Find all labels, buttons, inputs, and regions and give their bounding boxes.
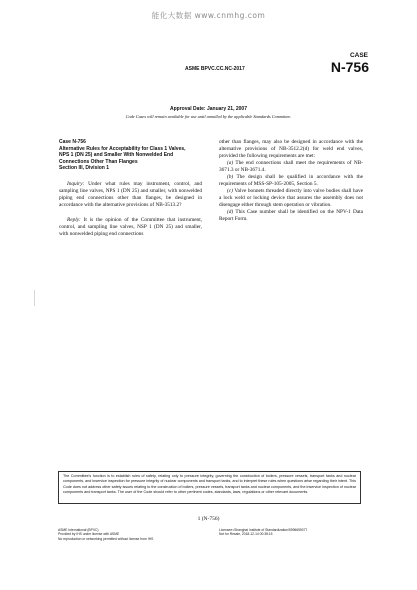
approval-date: Approval Date: January 21, 2007 bbox=[170, 106, 247, 112]
requirement-c bbox=[219, 188, 363, 209]
footer-line: ASME International (BPVC) bbox=[58, 528, 99, 532]
footer-line: Not for Resale, 2018-12-14 00:38:15 bbox=[219, 532, 273, 537]
footer-licensee bbox=[219, 528, 307, 537]
requirement-d-text: This Case number shall be identified on the NPV-1 Data Report Form. bbox=[219, 209, 363, 222]
requirement-d-label: (d) bbox=[227, 209, 234, 215]
committee-footnote: The Committee's function is to establish rules of safety, relating only to pressure integrity, governing the construction of boilers, pressure vessels, transport tanks and nuclear components, and inservice inspection for pressure integrity of nuclear components and transport tanks, and to interpret these rules when questions arise regarding their intent. This Code does not address other safety issues relating to the construction of boilers, pressure vessels, transport tanks and nuclear components, and the inservice inspection of nuclear components and transport tanks. The user of the Code should refer to other pertinent codes, standards, laws, regulations or other relevant documents. bbox=[58, 471, 361, 504]
reply-text: It is the opinion of the Committee that instrument, control, and sampling line valves, NSP 1 (DN 25) and smaller, with nonwelded piping end connections bbox=[59, 216, 202, 237]
page-number: 1 (N-756) bbox=[197, 516, 220, 522]
requirement-a bbox=[219, 160, 363, 174]
reply-label: Reply: bbox=[67, 216, 81, 223]
title-line: NPS 1 (DN 25) and Smaller With Nonwelded End bbox=[59, 152, 174, 159]
reply-paragraph bbox=[59, 217, 202, 238]
case-number: N-756 bbox=[330, 59, 369, 75]
code-id: ASME BPVC.CC.NC-2017 bbox=[185, 66, 245, 72]
case-title bbox=[59, 139, 202, 172]
left-column bbox=[59, 139, 202, 238]
requirement-d bbox=[219, 209, 363, 223]
requirement-c-label: (c) bbox=[227, 188, 233, 194]
reply-continuation: other than flanges, may also be designed in accordance with the alternative provisions of NB-3512.2(d) for weld end valves, provided the following requirements are met: bbox=[219, 139, 363, 159]
case-label: CASE bbox=[349, 52, 368, 59]
right-column bbox=[219, 139, 363, 223]
requirement-a-label: (a) bbox=[227, 160, 234, 166]
requirement-b-text: The design shall be qualified in accordance with the requirements of MSS-SP-105-2005, Section 5. bbox=[219, 174, 363, 187]
requirement-c-text: Valve bonnets threaded directly into valve bodies shall have a lock weld or locking device that assures the assembly does not disengage either through stem operation or vibration. bbox=[219, 188, 363, 208]
title-line: Alternative Rules for Acceptability for Class 1 Valves, bbox=[59, 145, 186, 152]
watermark-text: 能化大数据 www.cnmhg.com bbox=[151, 11, 266, 20]
inquiry-text: Under what rules may instrument, control, and sampling line valves, NPS 1 (DN 25) and smaller, with nonwelded piping end connections other than flanges, be designed in accordance with the alternative provisions of NB-3513.2? bbox=[59, 180, 202, 208]
case-id: Case N-756 bbox=[59, 139, 86, 145]
footer-line: Provided by IHS under license with ASME bbox=[58, 532, 120, 537]
margin-mark bbox=[34, 290, 45, 306]
footer-line: No reproduction or networking permitted without license from IHS bbox=[58, 536, 154, 541]
requirement-b-label: (b) bbox=[227, 174, 234, 180]
title-line: Connections Other Than Flanges bbox=[59, 158, 138, 165]
requirement-a-text: The end connections shall meet the requirements of NB-3671.3 or NB-3671.4. bbox=[219, 160, 363, 173]
inquiry-label: Inquiry: bbox=[67, 180, 85, 187]
title-line: Section III, Division 1 bbox=[59, 165, 110, 172]
footer-publisher bbox=[58, 528, 153, 541]
footer-line: Licensee=Shanghai Institute of Standardization/5996659077 bbox=[219, 528, 308, 532]
validity-note: Code Cases will remain available for use until annulled by the applicable Standards Committee. bbox=[125, 114, 292, 119]
inquiry-paragraph bbox=[59, 181, 202, 209]
requirement-b bbox=[219, 174, 363, 188]
